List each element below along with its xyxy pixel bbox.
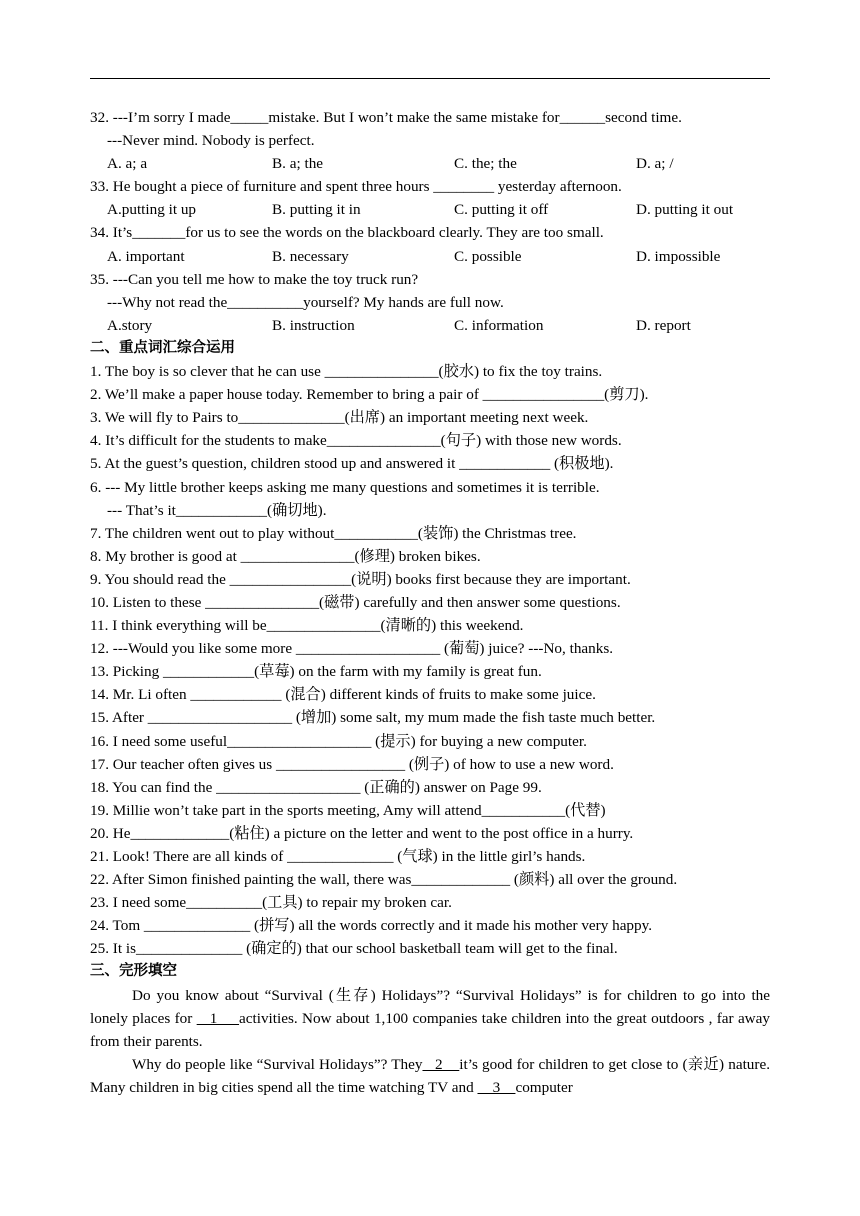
vocab-item: 21. Look! There are all kinds of ______________ (气球) in the little girl’s hands.	[90, 848, 586, 865]
option-b[interactable]: B. putting it in	[272, 201, 361, 219]
vocabulary-items	[90, 360, 770, 960]
option-c[interactable]: C. putting it off	[454, 201, 549, 219]
question-line: 32. ---I’m sorry I made_____mistake. But I won’t make the same mistake for______second time.	[90, 109, 682, 126]
vocab-item: 16. I need some useful___________________ (提示) for buying a new computer.	[90, 732, 587, 750]
option-d[interactable]: D. impossible	[636, 247, 721, 265]
answer-options	[90, 152, 770, 175]
paragraph-text: Do you know about “Survival (生存) Holidays”? “Survival Holidays” is for children to go into the lonely places for	[90, 986, 770, 1027]
vocab-item: 2. We’ll make a paper house today. Remember to bring a pair of ________________(剪刀).	[90, 386, 649, 404]
section-heading-vocabulary: 二、重点词汇综合运用	[90, 339, 235, 356]
answer-options	[90, 245, 770, 268]
option-a[interactable]: A. a; a	[107, 155, 148, 173]
option-a[interactable]: A. important	[107, 247, 185, 265]
option-d[interactable]: D. report	[636, 316, 691, 334]
vocab-item: 10. Listen to these _______________(磁带) carefully and then answer some questions.	[90, 593, 621, 611]
question-line: ---Never mind. Nobody is perfect.	[107, 132, 315, 150]
section-heading-cloze: 三、完形填空	[90, 963, 177, 980]
vocab-item: 15. After ___________________ (增加) some salt, my mum made the fish taste much better.	[90, 709, 656, 727]
blank-2[interactable]: 2	[422, 1055, 460, 1073]
answer-options	[90, 314, 770, 337]
vocab-item: 8. My brother is good at _______________(修理) broken bikes.	[90, 547, 481, 565]
question-line: ---Why not read the__________yourself? My hands are full now.	[107, 293, 504, 311]
vocab-item: 19. Millie won’t take part in the sports meeting, Amy will attend___________(代替)	[90, 801, 606, 819]
option-a[interactable]: A.story	[107, 316, 153, 334]
vocab-item: 6. --- My little brother keeps asking me many questions and sometimes it is terrible.	[90, 478, 600, 496]
option-d[interactable]: D. putting it out	[636, 201, 734, 219]
option-a[interactable]: A.putting it up	[107, 201, 197, 219]
paragraph-text: computer	[515, 1078, 573, 1096]
question-line: 33. He bought a piece of furniture and spent three hours ________ yesterday afternoon.	[90, 178, 622, 196]
vocab-item: 7. The children went out to play without___________(装饰) the Christmas tree.	[90, 524, 577, 542]
answer-options	[90, 198, 770, 221]
option-d[interactable]: D. a; /	[636, 155, 674, 173]
vocab-item: 3. We will fly to Pairs to______________(出席) an important meeting next week.	[90, 409, 589, 427]
question-33	[90, 175, 770, 221]
vocab-item: 9. You should read the ________________(说明) books first because they are important.	[90, 570, 631, 588]
header-rule	[90, 78, 770, 79]
paragraph-text: Why do people like “Survival Holidays”? They	[132, 1055, 423, 1073]
vocab-item: 1. The boy is so clever that he can use _______________(胶水) to fix the toy trains.	[90, 363, 603, 381]
vocab-item: 25. It is______________ (确定的) that our school basketball team will get to the final.	[90, 940, 618, 958]
question-line: 34. It’s_______for us to see the words on the blackboard clearly. They are too small.	[90, 224, 604, 242]
paragraph-text: activities. Now about 1,100 companies take children into the great outdoors , far away from their parents.	[90, 1009, 770, 1050]
vocab-item: 14. Mr. Li often ____________ (混合) different kinds of fruits to make some juice.	[90, 686, 596, 704]
vocab-item: 20. He_____________(粘住) a picture on the letter and went to the post office in a hurry.	[90, 824, 634, 842]
vocab-item: 4. It’s difficult for the students to make_______________(句子) with those new words.	[90, 432, 622, 450]
paragraph-text: it’s good for children to get close to (亲近) nature. Many children in big cities spend all the time watching TV and	[90, 1055, 770, 1096]
blank-1[interactable]: 1	[196, 1009, 240, 1027]
vocab-item: 24. Tom ______________ (拼写) all the words correctly and it made his mother very happy.	[90, 917, 653, 935]
option-b[interactable]: B. necessary	[272, 247, 349, 265]
cloze-paragraph-1	[90, 984, 770, 1053]
worksheet	[90, 106, 770, 1099]
vocab-item: 12. ---Would you like some more ___________________ (葡萄) juice? ---No, thanks.	[90, 640, 614, 658]
vocab-item: 22. After Simon finished painting the wall, there was_____________ (颜料) all over the ground.	[90, 871, 678, 889]
option-b[interactable]: B. a; the	[272, 155, 324, 173]
vocab-item: 11. I think everything will be_______________(清晰的) this weekend.	[90, 617, 524, 635]
question-34	[90, 221, 770, 267]
vocab-item: --- That’s it____________(确切地).	[107, 501, 327, 519]
cloze-paragraph-2	[90, 1053, 770, 1099]
vocab-item: 18. You can find the ___________________ (正确的) answer on Page 99.	[90, 778, 542, 796]
option-c[interactable]: C. information	[454, 316, 544, 334]
option-c[interactable]: C. possible	[454, 247, 522, 265]
vocab-item: 23. I need some__________(工具) to repair my broken car.	[90, 894, 452, 912]
vocab-item: 13. Picking ____________(草莓) on the farm with my family is great fun.	[90, 663, 542, 681]
question-32	[90, 106, 770, 175]
question-35	[90, 268, 770, 337]
option-c[interactable]: C. the; the	[454, 155, 517, 173]
vocab-item: 17. Our teacher often gives us _________________ (例子) of how to use a new word.	[90, 755, 614, 773]
blank-3[interactable]: 3	[477, 1078, 516, 1096]
option-b[interactable]: B. instruction	[272, 316, 355, 334]
vocab-item: 5. At the guest’s question, children stood up and answered it ____________ (积极地).	[90, 455, 614, 473]
question-line: 35. ---Can you tell me how to make the toy truck run?	[90, 270, 419, 288]
